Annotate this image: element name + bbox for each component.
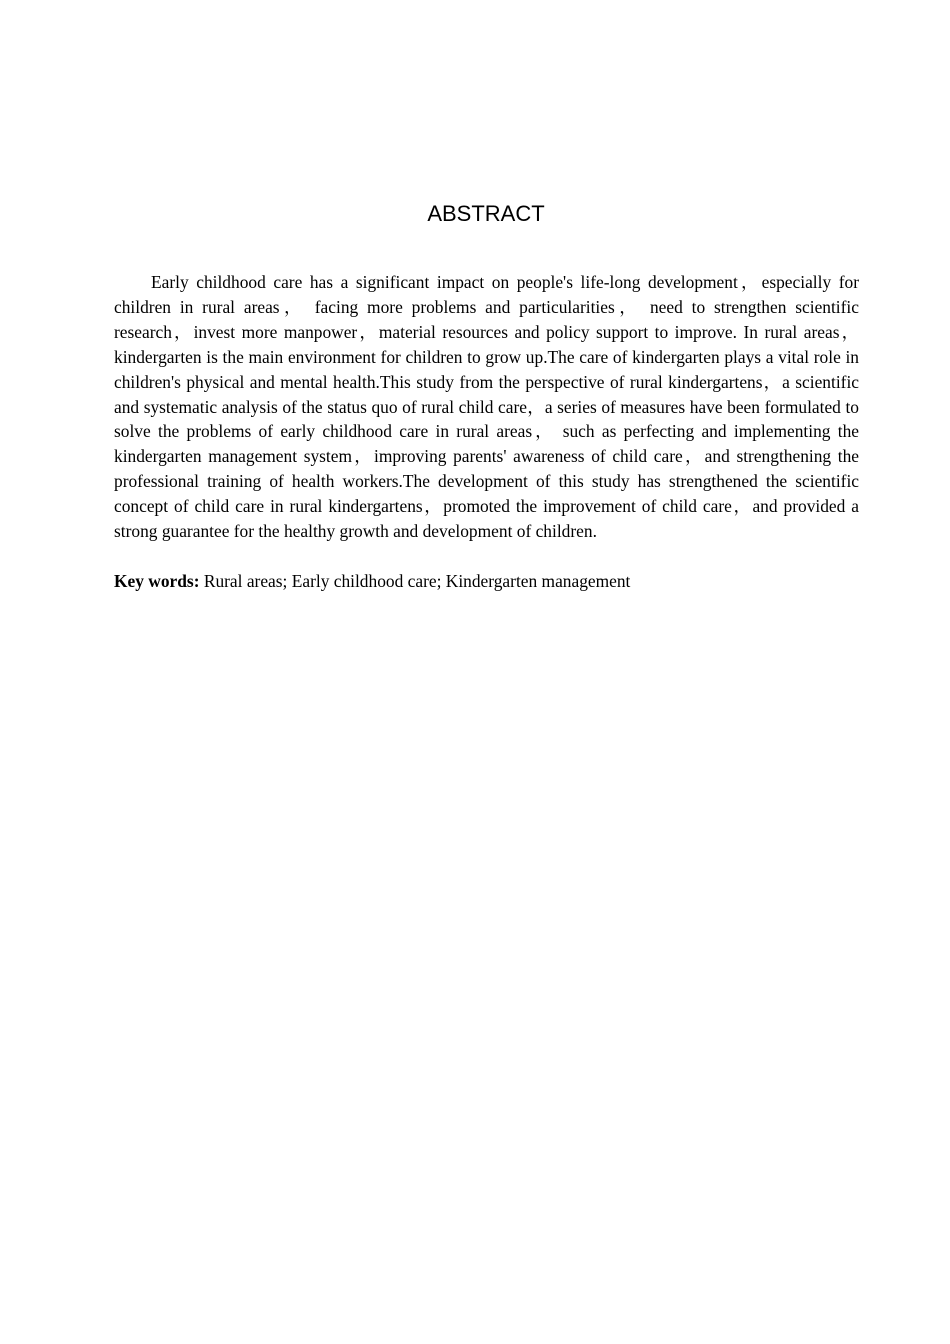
keywords-list: Rural areas; Early childhood care; Kindergarten management xyxy=(199,571,631,591)
keywords-line xyxy=(114,569,859,594)
abstract-paragraph: Early childhood care has a significant impact on people's life-long development，especially for children in rural areas， facing more problems and particularities， need to strengthen scientific research，invest more manpower，material resources and policy support to improve. In rural areas， kindergarten is the main environment for children to grow up.The care of kindergarten plays a vital role in children's physical and mental health.This study from the perspective of rural kindergartens，a scientific and systematic analysis of the status quo of rural child care，a series of measures have been formulated to solve the problems of early childhood care in rural areas， such as perfecting and implementing the kindergarten management system，improving parents' awareness of child care，and strengthening the professional training of health workers.The development of this study has strengthened the scientific concept of child care in rural kindergartens，promoted the improvement of child care，and provided a strong guarantee for the healthy growth and development of children. xyxy=(114,272,859,542)
keywords-label: Key words: xyxy=(114,571,200,591)
abstract-title: ABSTRACT xyxy=(427,201,545,226)
